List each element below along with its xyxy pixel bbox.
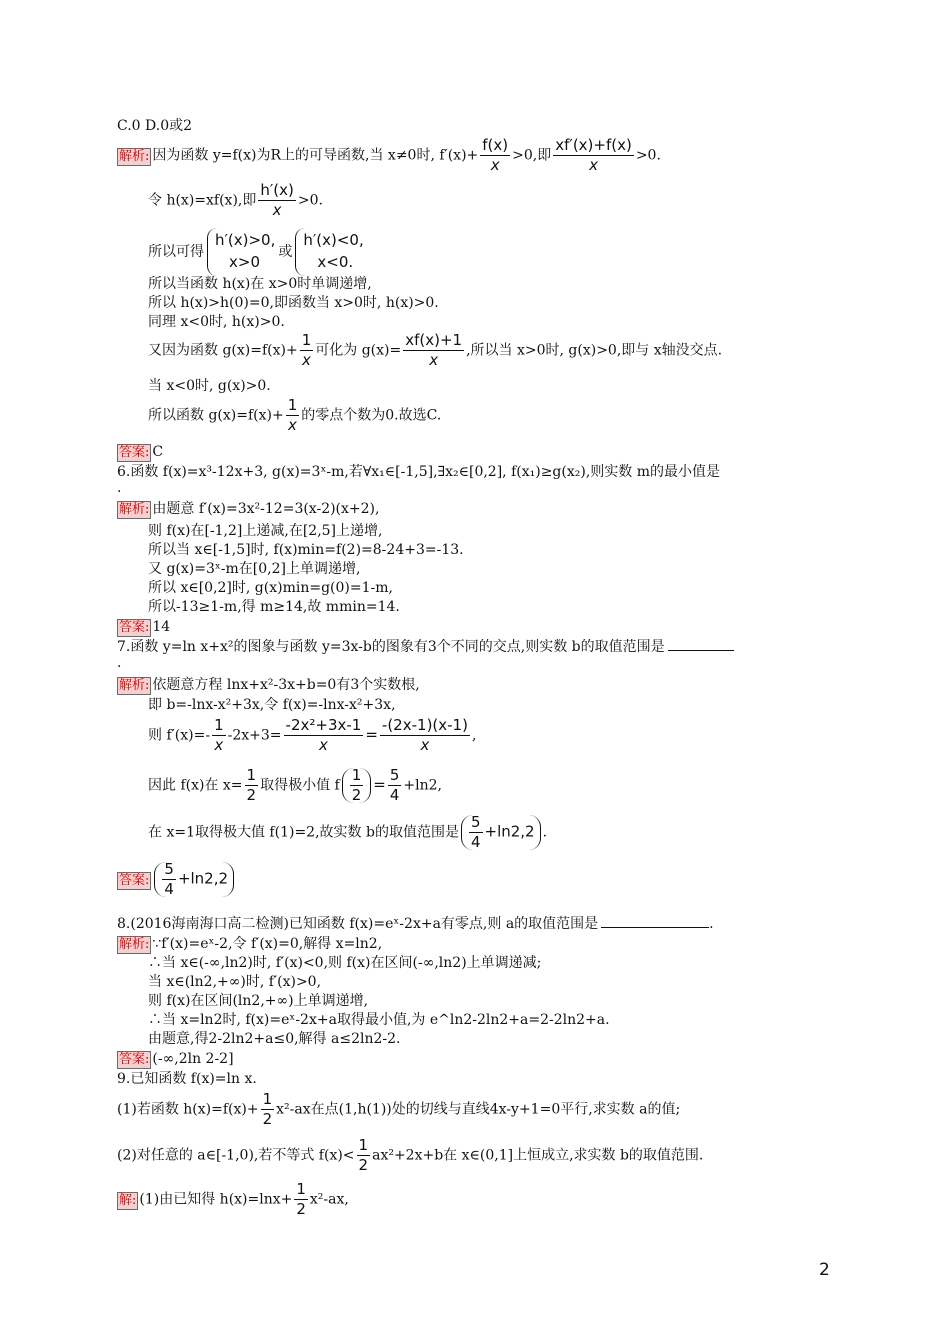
solution-label: 解析: [117,936,151,954]
solution-5-line-8: 当 x<0时, g(x)>0. [148,378,271,394]
fraction: $\frac{f(x)}{x}$ [482,136,509,174]
fraction: $\frac{1}{x}$ [287,396,298,434]
fraction: $\frac{1}{x}$ [214,716,224,754]
answer-8: 答案: (-∞,2ln 2-2] [117,1051,234,1069]
answer-6: 答案: 14 [117,619,170,637]
case-brace: h′(x)>0, x>0 [207,228,275,276]
question-9-part-1: (1)若函数 h(x)=f(x)+ $\frac{1}{2}$ x²-ax在点(1,h(1))处的切线与直线4x-y+1=0平行,求实数 a的值; [117,1090,681,1128]
parenthesis: $\frac{5}{4}$ +ln2,2 [461,815,541,850]
solution-5-line-5: 所以 h(x)>h(0)=0,即函数当 x>0时, h(x)>0. [148,295,439,311]
question-6: 6.函数 f(x)=x³-12x+3, g(x)=3ˣ-m,若∀x₁∈[-1,5],∃x₂∈[0,2], f(x₁)≥g(x₂),则实数 m的最小值是 [117,464,720,480]
solution-6-line-1: 解析: 由题意 f′(x)=3x²-12=3(x-2)(x+2), [117,501,379,519]
solution-5-line-2: 令 h(x)=xf(x),即 $\frac{h'(x)}{x}$ >0. [148,181,323,219]
solution-5-line-6: 同理 x<0时, h(x)>0. [148,314,285,330]
solution-7-line-4: 因此 f(x)在 x= $\frac{1}{2}$ 取得极小值 f $\frac{1}{2}$ = $\frac{5}{4}$ +ln2, [148,766,442,804]
fraction: $\frac{1}{x}$ [301,331,312,369]
answer-blank [601,927,709,928]
solution-5-line-7: 又因为函数 g(x)=f(x)+ $\frac{1}{x}$ 可化为 g(x)= $\frac{xf(x)+1}{x}$ ,所以当 x>0时, g(x)>0,即与 x轴没交点. [148,331,723,369]
solution-5-line-9: 所以函数 g(x)=f(x)+ $\frac{1}{x}$ 的零点个数为0.故选C. [148,396,442,434]
solution-6-line-6: 所以-13≥1-m,得 m≥14,故 mmin=14. [148,599,400,615]
fraction: $\frac{5}{4}$ [164,860,174,898]
solution-7-line-3: 则 f′(x)=- $\frac{1}{x}$ -2x+3= $\frac{\text{-2x²+3x-1}}{x}$ = $\frac{-(2x-1)(x-1)}{x}$ , [148,716,477,754]
solution-8-line-3: 当 x∈(ln2,+∞)时, f′(x)>0, [148,974,322,990]
solution-label: 解析: [117,677,151,695]
solution-8-line-1: 解析: ∵f′(x)=eˣ-2,令 f′(x)=0,解得 x=ln2, [117,936,382,954]
fraction: $\frac{\text{-2x²+3x-1}}{x}$ [285,716,362,754]
fraction: $\frac{1}{2}$ [296,1180,306,1218]
parenthesis: $\frac{5}{4}$ +ln2,2 [154,862,234,897]
answer-7 [117,862,236,897]
solution-6-line-3: 所以当 x∈[-1,5]时, f(x)min=f(2)=8-24+3=-13. [148,542,464,558]
solution-5-line-3: 所以可得h′(x)>0, x>0或h′(x)<0, x<0. [148,228,367,276]
solution-label: 解: [117,1192,138,1210]
answer-5: 答案: C [117,444,163,462]
question-6-dot: . [117,480,122,496]
question-9-part-2: (2)对任意的 a∈[-1,0),若不等式 f(x)< $\frac{1}{2}$ ax²+2x+b在 x∈(0,1]上恒成立,求实数 b的取值范围. [117,1136,704,1174]
fraction: $\frac{1}{2}$ [351,766,362,804]
answer-label: 答案: [117,619,151,637]
answer-label: 答案: [117,444,151,462]
question-9: 9.已知函数 f(x)=ln x. [117,1071,257,1087]
page-number: 2 [819,1260,830,1280]
solution-8-line-4: 则 f(x)在区间(ln2,+∞)上单调递增, [148,993,369,1009]
answer-label: 答案: [117,872,151,890]
solution-6-line-2: 则 f(x)在[-1,2]上递减,在[2,5]上递增, [148,523,383,539]
solution-6-line-4: 又 g(x)=3ˣ-m在[0,2]上单调递增, [148,561,361,577]
fraction: $\frac{5}{4}$ [470,813,481,851]
question-7: 7.函数 y=ln x+x²的图象与函数 y=3x-b的图象有3个不同的交点,则实数 b的取值范围是 [117,640,734,654]
solution-label: 解析: [117,148,151,166]
answer-blank [668,650,734,651]
fraction: $\frac{1}{2}$ [358,1136,369,1174]
fraction: $\frac{xf(x)+1}{x}$ [405,331,463,369]
solution-6-line-5: 所以 x∈[0,2]时, g(x)min=g(0)=1-m, [148,580,393,596]
parenthesis [342,768,372,803]
fraction: $\frac{xf'(x)+f(x)}{x}$ [555,136,632,174]
solution-5-line-4: 所以当函数 h(x)在 x>0时单调递增, [148,276,372,292]
solution-7-line-1: 解析: 依题意方程 lnx+x²-3x+b=0有3个实数根, [117,677,420,695]
fraction: $\frac{1}{2}$ [246,766,257,804]
solution-8-line-6: 由题意,得2-2ln2+a≤0,解得 a≤2ln2-2. [148,1031,401,1047]
option-line-cd: C.0 D.0或2 [117,118,193,134]
solution-8-line-2: ∴当 x∈(-∞,ln2)时, f′(x)<0,则 f(x)在区间(-∞,ln2)上单调递减; [148,955,542,971]
solution-5-line-1: 解析: 因为函数 y=f(x)为R上的可导函数,当 x≠0时, f′(x)+ $\frac{f(x)}{x}$ >0,即 $\frac{xf'(x)+f(x)}{x}$ >0. [119,136,661,174]
fraction: $\frac{5}{4}$ [389,766,400,804]
question-7-dot: . [117,655,122,671]
answer-label: 答案: [117,1051,151,1069]
fraction: $\frac{h'(x)}{x}$ [260,181,294,219]
fraction: $\frac{-(2x-1)(x-1)}{x}$ [381,716,468,754]
fraction: $\frac{1}{2}$ [262,1090,273,1128]
case-brace: h′(x)<0, x<0. [295,228,363,276]
question-8: 8.(2016海南海口高二检测)已知函数 f(x)=eˣ-2x+a有零点,则 a的取值范围是 . [117,916,714,932]
solution-7-line-2: 即 b=-lnx-x²+3x,令 f(x)=-lnx-x²+3x, [148,697,396,713]
solution-7-line-5: 在 x=1取得极大值 f(1)=2,故实数 b的取值范围是 $\frac{5}{4}$ +ln2,2 . [148,813,548,851]
solution-9-line-1: 解: (1)由已知得 h(x)=lnx+ $\frac{1}{2}$ x²-ax, [119,1180,349,1218]
solution-label: 解析: [117,501,151,519]
solution-8-line-5: ∴当 x=ln2时, f(x)=eˣ-2x+a取得最小值,为 e^ln2-2ln2+a=2-2ln2+a. [148,1012,610,1028]
